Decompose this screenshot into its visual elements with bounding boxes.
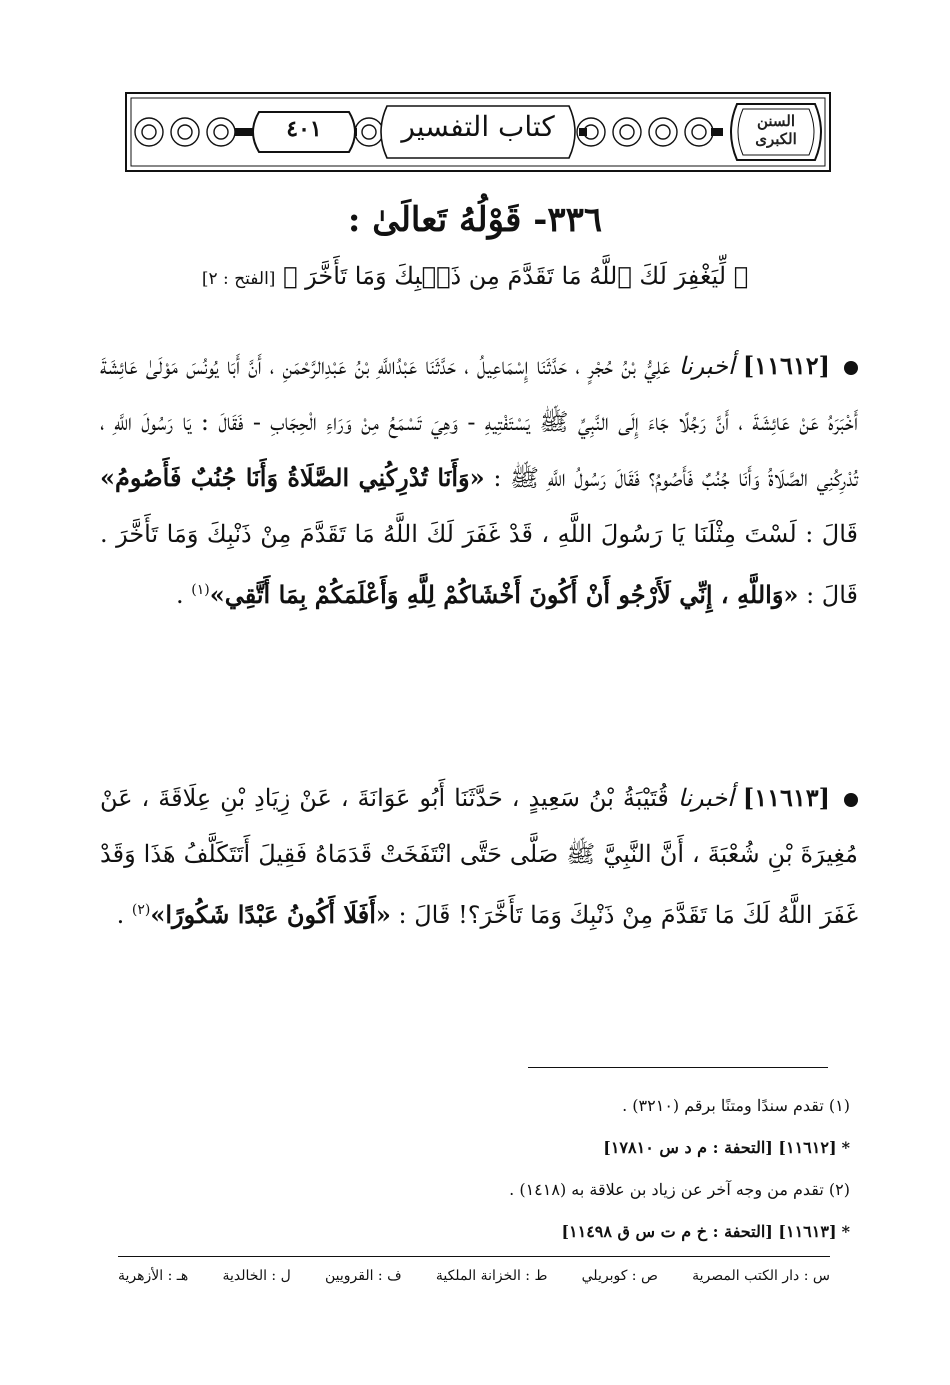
prophet-quote: «وَاللَّهِ ، إِنِّي لَأَرْجُو أَنْ أَكُونَ أَخْشَاكُمْ لِلَّهِ وَأَعْلَمَكُمْ بِمَا أَتَّقِي» (209, 580, 799, 609)
siglum: ط : الخزانة الملكية (435, 1268, 548, 1284)
verse-reference: [الفتح : ٢] (201, 269, 276, 289)
siglum: هـ : الأزهرية (118, 1268, 189, 1284)
hadith-11612 (100, 338, 858, 623)
verse-text: ﴿ لِّيَغْفِرَ لَكَ ٱللَّهُ مَا تَقَدَّمَ مِن ذَنۢبِكَ وَمَا تَأَخَّرَ ﴾ (283, 262, 749, 290)
siglum: ص : كوبريلي (581, 1268, 658, 1284)
siglum: ف : القرويين (324, 1268, 402, 1284)
footnote-divider (528, 1067, 828, 1068)
siglum: س : دار الكتب المصرية (692, 1268, 830, 1284)
footnote-line: (٢) تقدم من وجه آخر عن زياد بن علاقة به (١٤١٨) . (509, 1180, 850, 1199)
bullet-icon (844, 361, 858, 375)
page-header (125, 92, 831, 172)
hadith-text: قُتَيْبَةُ بْنُ سَعِيدٍ ، حَدَّثَنَا أَبُو عَوَانَةَ ، عَنْ زِيَادِ بْنِ عِلَاقَةَ ، عَنْ مُغِيرَةَ بْنِ شُعْبَةَ ، أَنَّ النَّبِيَّ ﷺ صَلَّى حَتَّى انْتَفَخَتْ قَدَمَاهُ فَقِيلَ أَتَتَكَلَّفُ هَذَا وَقَدْ غَفَرَ اللَّهُ لَكَ مَا تَقَدَّمَ مِنْ ذَنْبِكَ وَمَا تَأَخَّرَ؟! قَالَ : (100, 784, 858, 929)
hadith-number: [١١٦١٢] (742, 351, 830, 380)
takhrij-line: * [١١٦١٢] [التحفة : م د س ١٧٨١٠] (603, 1138, 850, 1157)
end-mark: . (116, 901, 125, 929)
footnote-ref: (٢) (131, 902, 151, 918)
running-title: كتاب التفسير (401, 110, 555, 143)
footnotes (200, 1085, 850, 1253)
prophet-quote: «وَأَنَا تُدْرِكُنِي الصَّلَاةُ وَأَنَا جُنُبٌ فَأَصُومُ» (100, 463, 485, 492)
hadith-number: [١١٦١٣] (742, 783, 831, 812)
star-icon: * (841, 1222, 850, 1241)
section-title: ٣٣٦- قَوْلُهُ تَعالَىٰ : (347, 200, 603, 240)
hadith-11613 (100, 770, 858, 943)
akhbarana-label: أخبرنا (678, 352, 735, 380)
hadith-text: عَلِيُّ بْنُ حُجْرٍ ، حَدَّثَنَا إِسْمَاعِيلُ ، حَدَّثَنَا عَبْدُاللَّهِ بْنُ عَبْدِالرَّحْمَنِ ، أَنَّ أَبَا يُونُسَ مَوْلَىٰ عَائِشَةَ أَخْبَرَهُ عَنْ عَائِشَةَ ، أَنَّ رَجُلًا جَاءَ إِلَى النَّبِيِّ ﷺ يَسْتَفْتِيهِ - وَهِيَ تَسْمَعُ مِنْ وَرَاءِ الْحِجَابِ - فَقَالَ : يَا رَسُولَ اللَّهِ ، تُدْرِكُنِي الصَّلَاةُ وَأَنَا جُنُبٌ فَأَصُومُ؟ فَقَالَ رَسُولُ اللَّهِ ﷺ : (100, 352, 859, 492)
star-icon: * (841, 1138, 850, 1157)
page-number: ٤٠١ (286, 116, 322, 142)
quran-verse (120, 262, 830, 290)
footnote-ref: (١) (191, 582, 210, 598)
bullet-icon (844, 793, 858, 807)
prophet-quote: «أَفَلَا أَكُونُ عَبْدًا شَكُورًا» (150, 900, 391, 929)
siglum: ل : الخالدية (222, 1268, 291, 1284)
sigla-divider (118, 1256, 830, 1257)
end-mark: . (175, 581, 184, 609)
hadith-text: قَالَ : لَسْتَ مِثْلَنَا يَا رَسُولَ اللَّهِ ، قَدْ غَفَرَ لَكَ اللَّهُ مَا تَقَدَّمَ مِنْ ذَنْبِكَ وَمَا تَأَخَّرَ . قَالَ : (100, 520, 858, 609)
takhrij-line: * [١١٦١٣] [التحفة : خ م ت س ق ١١٤٩٨] (561, 1222, 850, 1241)
book-logo: السنن الكبرى (755, 112, 797, 148)
footnote-line: (١) تقدم سندًا ومتنًا برقم (٣٢١٠) . (622, 1096, 850, 1115)
manuscript-sigla (118, 1268, 830, 1284)
akhbarana-label: أخبرنا (677, 784, 734, 812)
